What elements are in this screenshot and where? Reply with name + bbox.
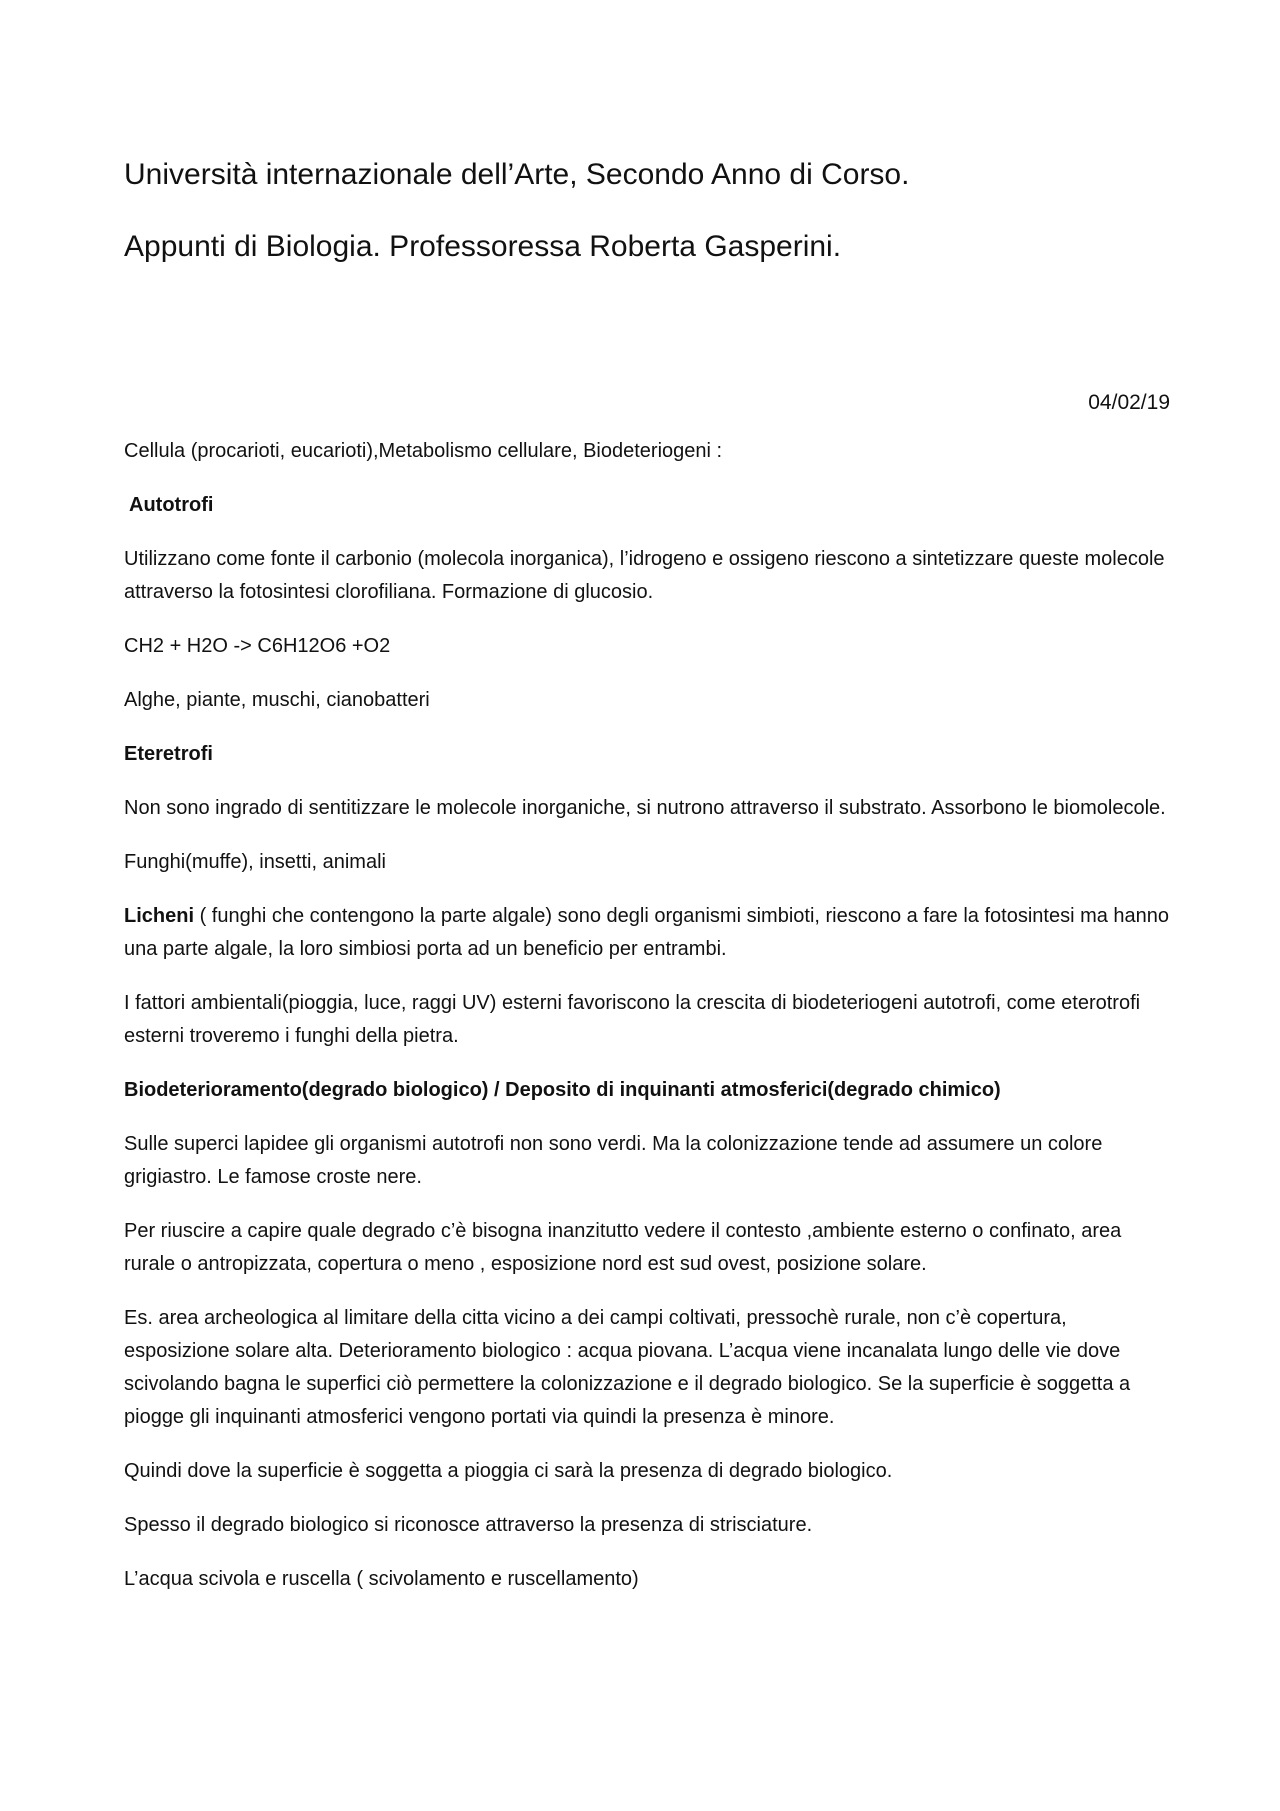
spesso-paragraph: Spesso il degrado biologico si riconosce attraverso la presenza di strisciature. — [124, 1514, 813, 1536]
eteretrofi-description: Non sono ingrado di sentitizzare le molecole inorganiche, si nutrono attraverso il substrato. Assorbono le biomolecole. — [124, 797, 1166, 819]
licheni-text: ( funghi che contengono la parte algale) sono degli organismi simbioti, riescono a fare la fotosintesi ma hanno una parte algale, la loro simbiosi porta ad un beneficio per entrambi. — [124, 905, 1170, 960]
superfici-paragraph: Sulle superci lapidee gli organismi autotrofi non sono verdi. Ma la colonizzazione tende ad assumere un colore grigiastro. Le famose croste nere. — [124, 1133, 1103, 1188]
fattori-paragraph: I fattori ambientali(pioggia, luce, raggi UV) esterni favoriscono la crescita di biodeteriogeni autotrofi, come eterotrofi esterni troveremo i funghi della pietra. — [124, 992, 1141, 1047]
autotrofi-heading: Autotrofi — [129, 494, 214, 516]
document-date: 04/02/19 — [1088, 391, 1170, 414]
acqua-paragraph: L’acqua scivola e ruscella ( scivolamento e ruscellamento) — [124, 1568, 639, 1590]
formula-line: CH2 + H2O -> C6H12O6 +O2 — [124, 635, 391, 657]
licheni-paragraph — [124, 900, 1170, 966]
quindi-paragraph: Quindi dove la superficie è soggetta a pioggia ci sarà la presenza di degrado biologico. — [124, 1460, 893, 1482]
eteretrofi-examples: Funghi(muffe), insetti, animali — [124, 851, 386, 873]
autotrofi-description: Utilizzano come fonte il carbonio (molecola inorganica), l’idrogeno e ossigeno riescono a sintetizzare queste molecole attraverso la fotosintesi clorofiliana. Formazione di glucosio. — [124, 548, 1165, 603]
contesto-paragraph: Per riuscire a capire quale degrado c’è bisogna inanzitutto vedere il contesto ,ambiente esterno o confinato, area rurale o antropizzata, copertura o meno , esposizione nord est sud ovest, posizione solare. — [124, 1220, 1122, 1275]
document-title-line-1: Università internazionale dell’Arte, Secondo Anno di Corso. — [124, 158, 910, 191]
intro-paragraph: Cellula (procarioti, eucarioti),Metabolismo cellulare, Biodeteriogeni : — [124, 440, 723, 462]
autotrofi-examples: Alghe, piante, muschi, cianobatteri — [124, 689, 430, 711]
document-title-line-2: Appunti di Biologia. Professoressa Roberta Gasperini. — [124, 230, 842, 263]
biodeterioramento-heading: Biodeterioramento(degrado biologico) / Deposito di inquinanti atmosferici(degrado chimico) — [124, 1079, 1001, 1101]
document-content — [124, 156, 1170, 1596]
eteretrofi-heading: Eteretrofi — [124, 743, 213, 765]
esempio-paragraph: Es. area archeologica al limitare della citta vicino a dei campi coltivati, pressochè rurale, non c’è copertura, esposizione solare alta. Deterioramento biologico : acqua piovana. L’acqua viene incanalata lungo delle vie dove scivolando bagna le superfici ciò permettere la colonizzazione e il degrado biologico. Se la superficie è soggetta a piogge gli inquinanti atmosferici vengono portati via quindi la presenza è minore. — [124, 1307, 1131, 1428]
licheni-label: Licheni — [124, 905, 195, 927]
